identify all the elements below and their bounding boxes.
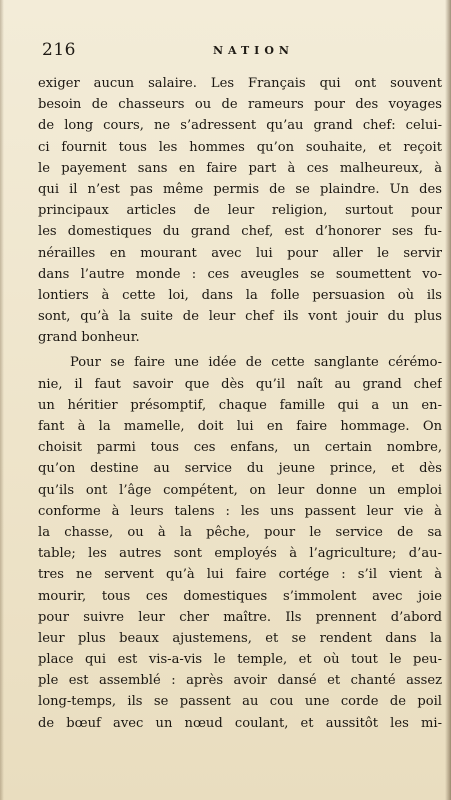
text-line: ci fournit tous les hommes qu’on souhaite, et reçoit <box>38 139 442 155</box>
text-line: conforme à leurs talens : les uns passent leur vie à <box>38 503 442 519</box>
text-line: besoin de chasseurs ou de rameurs pour des voyages <box>38 97 442 113</box>
text-line: ple est assemblé : après avoir dansé et chanté assez <box>38 673 442 689</box>
text-line: exiger aucun salaire. Les Français qui ont souvent <box>38 76 442 91</box>
text-line: de bœuf avec un nœud coulant, et aussitôt les mi- <box>38 715 442 731</box>
text-line: qui il n’est pas même permis de se plaindre. Un des <box>38 181 442 197</box>
text-line: nie, il faut savoir que dès qu’il naît au grand chef <box>38 376 442 392</box>
page-gutter-shadow <box>0 0 4 800</box>
text-line: grand bonheur. <box>38 330 140 346</box>
text-line: principaux articles de leur religion, surtout pour <box>38 203 442 219</box>
text-line: de long cours, ne s’adressent qu’au grand chef: celui- <box>38 118 442 134</box>
text-line: la chasse, ou à la pêche, pour le service de sa <box>38 524 442 540</box>
text-line: qu’on destine au service du jeune prince, et dès <box>38 461 442 477</box>
text-line: un héritier présomptif, chaque famille qui a un en- <box>38 397 442 413</box>
text-line: long-temps, ils se passent au cou une corde de poil <box>38 694 442 710</box>
text-line: place qui est vis-a-vis le temple, et où tout le peu- <box>38 652 442 668</box>
text-line: le payement sans en faire part à ces malheureux, à <box>38 160 442 176</box>
body-text <box>38 73 442 734</box>
text-line: leur plus beaux ajustemens, et se rendent dans la <box>38 630 442 646</box>
text-line: sont, qu’à la suite de leur chef ils vont jouir du plus <box>38 309 442 325</box>
text-line: fant à la mamelle, doit lui en faire hommage. On <box>38 419 442 434</box>
text-line: nérailles en mourant avec lui pour aller le servir <box>38 245 442 261</box>
paragraph-1 <box>38 73 442 348</box>
page-number: 216 <box>42 40 76 60</box>
text-line: mourir, tous ces domestiques s’immolent avec joie <box>38 588 442 604</box>
text-line: pour suivre leur cher maître. Ils prennent d’abord <box>38 609 442 625</box>
text-line: dans l’autre monde : ces aveugles se soumettent vo- <box>38 266 442 282</box>
page-header <box>42 40 442 64</box>
paragraph-2 <box>38 352 442 733</box>
text-line: tres ne servent qu’à lui faire cortége : s’il vient à <box>38 567 442 583</box>
text-line: lontiers à cette loi, dans la folle persuasion où ils <box>38 287 442 303</box>
page-edge-shadow <box>445 0 451 800</box>
text-line: table; les autres sont employés à l’agriculture; d’au- <box>38 546 442 562</box>
running-head: NATION <box>213 44 294 57</box>
text-line: qu’ils ont l’âge compétent, on leur donne un emploi <box>38 482 442 498</box>
text-line: Pour se faire une idée de cette sanglante cérémo- <box>70 355 442 371</box>
text-line: les domestiques du grand chef, est d’honorer ses fu- <box>38 224 442 240</box>
text-line: choisit parmi tous ces enfans, un certain nombre, <box>38 440 442 456</box>
